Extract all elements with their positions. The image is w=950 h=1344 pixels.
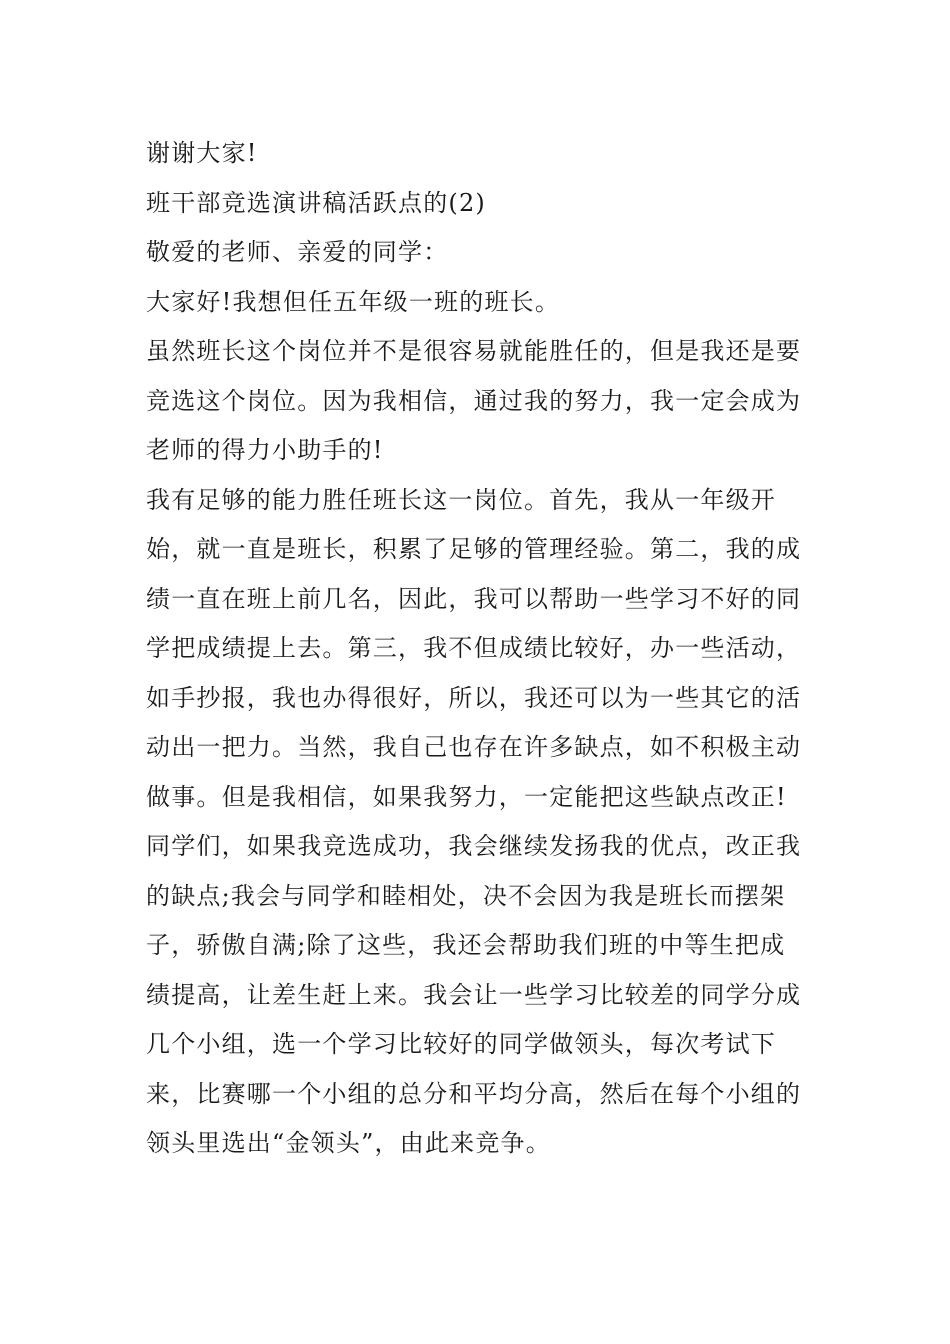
section-title: 班干部竞选演讲稿活跃点的(2)	[146, 188, 486, 217]
body-paragraph: 同学们，如果我竞选成功，我会继续发扬我的优点，改正我的缺点;我会与同学和睦相处，决不会因为我是班长而摆架子，骄傲自满;除了这些，我还会帮助我们班的中等生把成绩提高，让差生赶上来。我会让一些学习比较差的同学分成几个小组，选一个学习比较好的同学做领头，每次考试下来，比赛哪一个小组的总分和平均分高，然后在每个小组的领头里选出“金领头”，由此来竞争。	[146, 832, 802, 1157]
document-body	[146, 129, 810, 1169]
closing-line: 谢谢大家!	[146, 139, 258, 167]
body-paragraph: 虽然班长这个岗位并不是很容易就能胜任的，但是我还是要竞选这个岗位。因为我相信，通过我的努力，我一定会成为老师的得力小助手的!	[146, 337, 802, 464]
body-paragraph: 我有足够的能力胜任班长这一岗位。首先，我从一年级开始，就一直是班长，积累了足够的管理经验。第二，我的成绩一直在班上前几名，因此，我可以帮助一些学习不好的同学把成绩提上去。第三，我不但成绩比较好，办一些活动，如手抄报，我也办得很好，所以，我还可以为一些其它的活动出一把力。当然，我自己也存在许多缺点，如不积极主动做事。但是我相信，如果我努力，一定能把这些缺点改正!	[146, 485, 802, 811]
greeting-paragraph: 大家好!我想但任五年级一班的班长。	[146, 287, 561, 316]
salutation: 敬爱的老师、亲爱的同学：	[146, 238, 449, 266]
